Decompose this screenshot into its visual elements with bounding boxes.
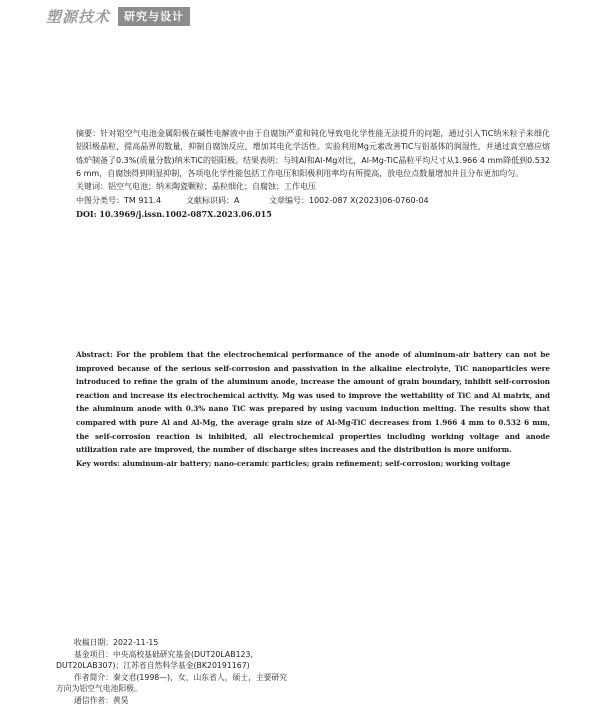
- chinese-abstract: 摘要：针对铝空气电池金属阳极在碱性电解液中由于自腐蚀严重和钝化导致电化学性能无法提升的问题，通过引入TiC纳米粒子来细化铝阳极晶粒，提高晶界的数量，抑制自腐蚀反应，增加其电化学活性。实验利用Mg元素改善TiC与铝基体的润湿性，并通过真空感应熔炼炉制备了0.3%(质量分数)纳米TiC的铝阳极。结果表明：与纯Al和Al-Mg对比，Al-Mg-TiC晶粒平均尺寸从1.966 4 mm降低到0.532 6 mm，自腐蚀得到明显抑制，各项电化学性能包括工作电压和阳极利用率均有所提高，放电位点数量增加并且分布更加均匀。: [76, 129, 550, 178]
- fund-line-1: 基金项目：中央高校基础研究基金(DUT20LAB123,: [74, 649, 253, 659]
- author-line-2: 方向为铝空气电池阳极。: [56, 684, 142, 694]
- document-code: 文献标识码：A: [186, 195, 240, 205]
- english-abstract-block: [76, 348, 550, 470]
- received-date: 收稿日期：2022-11-15: [74, 638, 159, 647]
- english-abstract: Abstract: For the problem that the electrochemical performance of the anode of aluminum-air battery can not be improved because of the serious self-corrosion and passivation in the alkaline electrolyte, TiC nanoparticles were introduced to refine the grain of the aluminum anode, increase the amount of grain boundary, inhibit self-corrosion reaction and increase its electrochemical activity. Mg was used to improve the wettability of TiC and Al matrix, and the aluminum anode with 0.3% nano TiC was prepared by using vacuum induction melting. The results show that compared with pure Al and Al-Mg, the average grain size of Al-Mg-TiC decreases from 1.966 4 mm to 0.532 6 mm, the self-corrosion reaction is inhibited, all electrochemical properties including working voltage and anode utilization rate are improved, the number of discharge sites increases and the distribution is more uniform.: [76, 350, 550, 455]
- classification-row: [76, 194, 550, 208]
- english-keywords: Key words: aluminum-air battery; nano-ceramic particles; grain refinement; self-corrosion; working voltage: [76, 458, 511, 468]
- chinese-keywords: 关键词：铝空气电池；纳米陶瓷颗粒；晶粒细化；自腐蚀；工作电压: [76, 182, 316, 192]
- article-number: 文章编号：1002-087 X(2023)06-0760-04: [269, 195, 429, 205]
- page-header: [46, 6, 190, 26]
- corresponding-author: 通信作者：黄昊: [74, 695, 129, 705]
- chinese-abstract-block: [76, 127, 550, 221]
- fund-line-2: DUT20LAB307)；江苏省自然科学基金(BK20191167): [56, 661, 250, 671]
- doi: DOI: 10.3969/j.issn.1002-087X.2023.06.015: [76, 209, 272, 220]
- journal-name: 塑源技术: [46, 7, 111, 26]
- section-tag: 研究与设计: [118, 7, 190, 26]
- footnote: [56, 637, 301, 707]
- author-line-1: 作者简介：秦文君(1998—)，女，山东省人，硕士，主要研究: [74, 672, 288, 682]
- clc-number: 中图分类号：TM 911.4: [76, 195, 162, 205]
